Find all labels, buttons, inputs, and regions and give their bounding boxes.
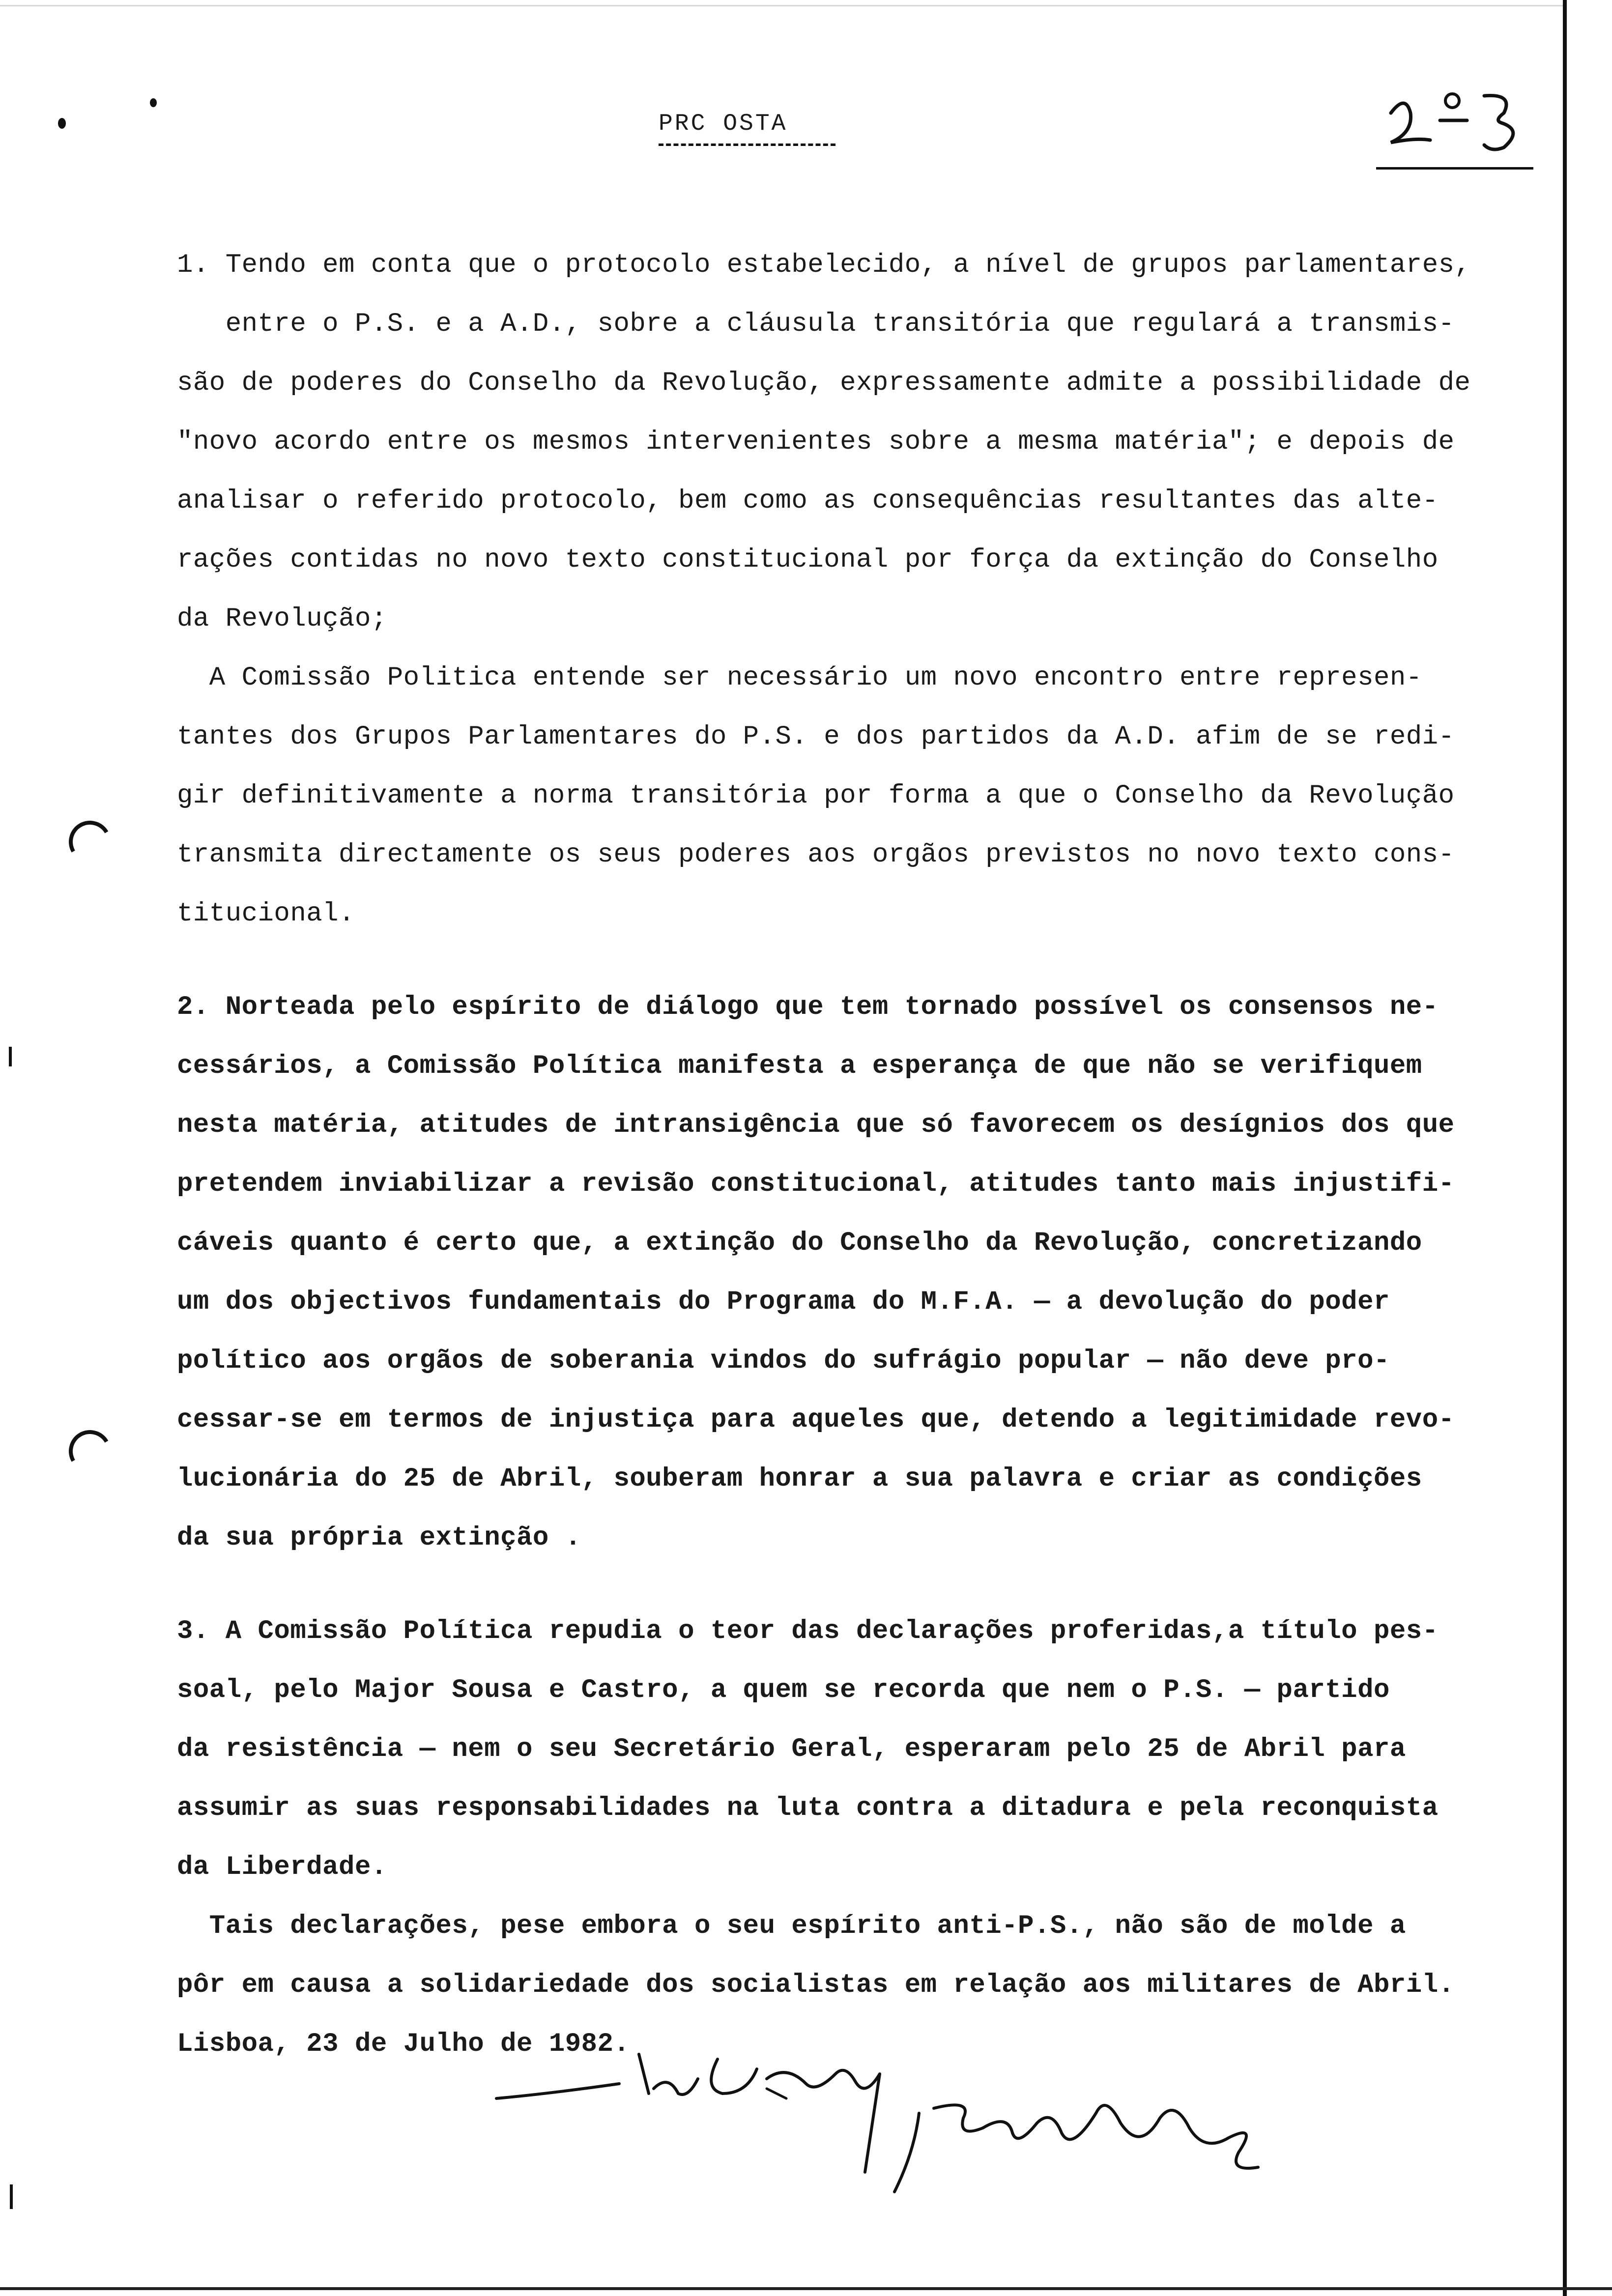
text-line: cáveis quanto é certo que, a extinção do Conselho da Revolução, concretizando (177, 1228, 1422, 1258)
text-line: tantes dos Grupos Parlamentares do P.S. e dos partidos da A.D. afim de se redi- (177, 722, 1455, 752)
text-line: da Liberdade. (177, 1852, 387, 1882)
punch-hole-mark (64, 816, 115, 867)
text-line: da Revolução; (177, 604, 387, 634)
text-line: rações contidas no novo texto constitucional por força da extinção do Conselho (177, 545, 1439, 575)
document-title: PRC OSTA (659, 111, 788, 137)
text-line: cessários, a Comissão Política manifesta a esperança de que não se verifiquem (177, 1051, 1422, 1081)
page-number-underline (1376, 167, 1533, 170)
bottom-page-edge (0, 2287, 1612, 2290)
text-line: "novo acordo entre os mesmos intervenientes sobre a mesma matéria"; e depois de (177, 427, 1455, 457)
text-line: analisar o referido protocolo, bem como as consequências resultantes das alte- (177, 486, 1439, 516)
text-line: gir definitivamente a norma transitória por forma a que o Conselho da Revolução (177, 781, 1455, 811)
text-line: nesta matéria, atitudes de intransigência que só favorecem os desígnios dos que (177, 1110, 1455, 1140)
paragraph-1 (177, 236, 1563, 944)
text-line: 2. Norteada pelo espírito de diálogo que tem tornado possível os consensos ne- (177, 992, 1439, 1022)
text-line: cessar-se em termos de injustiça para aqueles que, detendo a legitimidade revo- (177, 1405, 1455, 1435)
top-edge-line (0, 5, 1563, 6)
text-line: lucionária do 25 de Abril, souberam honrar a sua palavra e criar as condições (177, 1464, 1422, 1494)
text-line: um dos objectivos fundamentais do Programa do M.F.A. — a devolução do poder (177, 1287, 1390, 1317)
text-line: Tais declarações, pese embora o seu espírito anti-P.S., não são de molde a (177, 1911, 1406, 1941)
handwritten-signature (491, 2025, 1376, 2221)
text-line: pôr em causa a solidariedade dos socialistas em relação aos militares de Abril. (177, 1970, 1455, 2000)
document-body (177, 236, 1563, 2074)
text-line: são de poderes do Conselho da Revolução, expressamente admite a possibilidade de (177, 368, 1471, 398)
text-line: Lisboa, 23 de Julho de 1982. (177, 2029, 630, 2059)
text-line: 3. A Comissão Política repudia o teor das declarações proferidas,a título pes- (177, 1616, 1439, 1646)
title-underline (659, 144, 835, 146)
text-line: da sua própria extinção . (177, 1523, 581, 1553)
text-line: entre o P.S. e a A.D., sobre a cláusula transitória que regulará a transmis- (177, 309, 1455, 339)
text-line: assumir as suas responsabilidades na luta contra a ditadura e pela reconquista (177, 1793, 1439, 1823)
margin-dot-mark (58, 118, 66, 129)
punch-hole-mark (64, 1425, 115, 1477)
right-page-edge (1563, 0, 1567, 2296)
text-line: 1. Tendo em conta que o protocolo estabelecido, a nível de grupos parlamentares, (177, 250, 1471, 280)
text-line: pretendem inviabilizar a revisão constitucional, atitudes tanto mais injustifi- (177, 1169, 1455, 1199)
margin-tick-mark (9, 1047, 12, 1066)
text-line: soal, pelo Major Sousa e Castro, a quem se recorda que nem o P.S. — partido (177, 1675, 1390, 1705)
text-line: da resistência — nem o seu Secretário Geral, esperaram pelo 25 de Abril para (177, 1734, 1406, 1764)
margin-tick-mark (10, 2184, 13, 2209)
paragraph-2 (177, 978, 1563, 1568)
text-line: titucional. (177, 899, 355, 929)
paragraph-3 (177, 1602, 1563, 2074)
margin-dot-mark (150, 98, 157, 107)
text-line: A Comissão Politica entende ser necessário um novo encontro entre represen- (177, 663, 1422, 693)
text-line: político aos orgãos de soberania vindos do sufrágio popular — não deve pro- (177, 1346, 1390, 1376)
text-line: transmita directamente os seus poderes aos orgãos previstos no novo texto cons- (177, 840, 1455, 870)
handwritten-page-number (1371, 79, 1533, 152)
